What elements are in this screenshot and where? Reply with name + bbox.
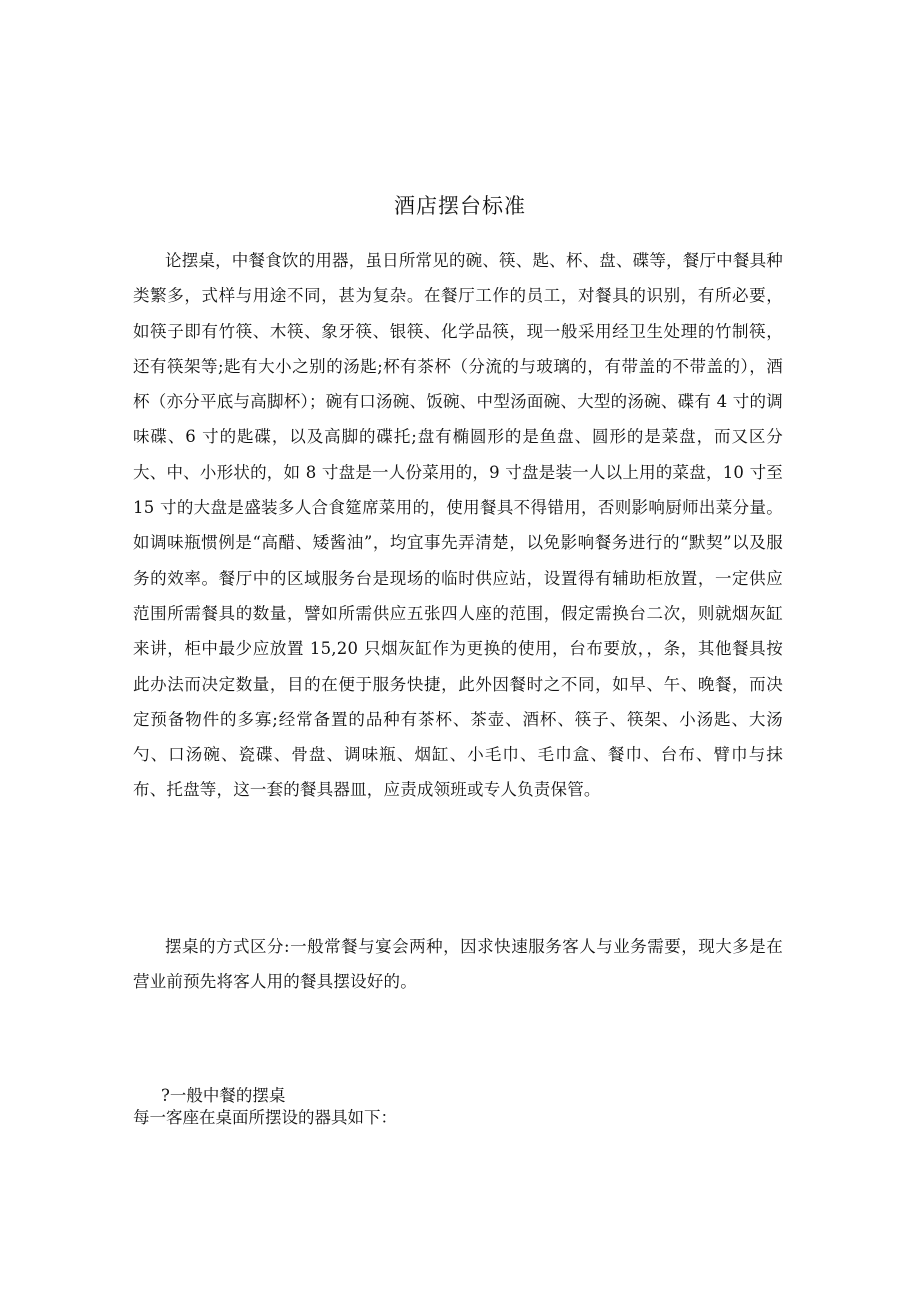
document-title: 酒店摆台标准 bbox=[394, 194, 526, 218]
body-paragraph-table-setting-methods: 摆桌的方式区分:一般常餐与宴会两种，因求快速服务客人与业务需要，现大多是在营业前预先将客人用的餐具摆设好的。 bbox=[133, 937, 783, 992]
section-intro-line: 每一客座在桌面所摆设的器具如下： bbox=[133, 1108, 397, 1127]
body-paragraph-tableware: 论摆桌，中餐食饮的用器，虽日所常见的碗、筷、匙、杯、盘、碟等，餐厅中餐具种类繁多，式样与用途不同，甚为复杂。在餐厅工作的员工，对餐具的识别，有所必要，如筷子即有竹筷、木筷、象牙筷、银筷、化学品筷，现一般采用经卫生处理的竹制筷，还有筷架等;匙有大小之别的汤匙;杯有茶杯（分流的与玻璃的，有带盖的不带盖的），酒杯（亦分平底与高脚杯）；碗有口汤碗、饭碗、中型汤面碗、大型的汤碗、碟有 4 寸的调味碟、6 寸的匙碟，以及高脚的碟托;盘有椭圆形的是鱼盘、圆形的是菜盘，而又区分大、中、小形状的，如 8 寸盘是一人份菜用的，9 寸盘是装一人以上用的菜盘，10 寸至 15 寸的大盘是盛装多人合食筵席菜用的，使用餐具不得错用，否则影响厨师出菜分量。如调味瓶惯例是“高醋、矮酱油”，均宜事先弄清楚，以免影响餐务进行的“默契”以及服务的效率。餐厅中的区域服务台是现场的临时供应站，设置得有辅助柜放置，一定供应范围所需餐具的数量，譬如所需供应五张四人座的范围，假定需换台二次，则就烟灰缸来讲，柜中最少应放置 15,20 只烟灰缸作为更换的使用，台布要放，，条，其他餐具按此办法而决定数量，目的在便于服务快捷，此外因餐时之不同，如早、午、晚餐，而决定预备物件的多寡;经常备置的品种有茶杯、茶壶、酒杯、筷子、筷架、小汤匙、大汤勺、口汤碗、瓷碟、骨盘、调味瓶、烟缸、小毛巾、毛巾盒、餐巾、台布、臂巾与抹布、托盘等，这一套的餐具器皿，应责成领班或专人负责保管。 bbox=[133, 251, 783, 800]
section-heading-chinese-setting: ?一般中餐的摆桌 bbox=[161, 1086, 286, 1105]
